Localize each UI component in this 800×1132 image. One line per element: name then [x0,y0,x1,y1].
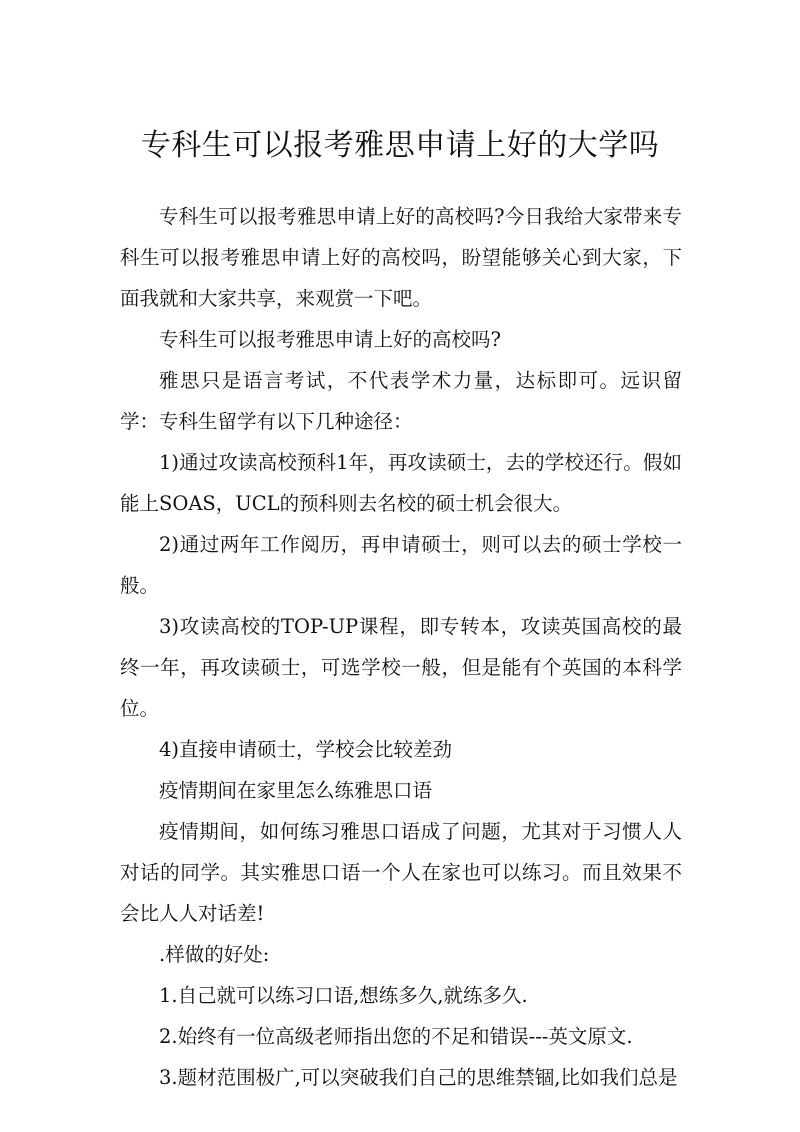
paragraph-benefit-3: 3.题材范围极广,可以突破我们自己的思维禁锢,比如我们总是 [159,1066,678,1089]
paragraph-question: 专科生可以报考雅思申请上好的高校吗? [159,328,501,351]
paragraph-practice: 疫情期间，如何练习雅思口语成了问题，尤其对于习惯人人对话的同学。其实雅思口语一个人在家也可以练习。而且效果不会比人人对话差! [120,820,682,925]
paragraph-route-4: 4)直接申请硕士，学校会比较差劲 [159,738,453,761]
paragraph-route-2: 2)通过两年工作阅历，再申请硕士，则可以去的硕士学校一般。 [120,533,682,597]
paragraph-subheading: 疫情期间在家里怎么练雅思口语 [159,779,433,802]
paragraph-route-3: 3)攻读高校的TOP-UP课程，即专转本，攻读英国高校的最终一年，再攻读硕士，可选学校一般，但是能有个英国的本科学位。 [120,615,682,720]
paragraph-intro: 专科生可以报考雅思申请上好的高校吗?今日我给大家带来专科生可以报考雅思申请上好的高校吗，盼望能够关心到大家，下面我就和大家共享，来观赏一下吧。 [120,205,682,310]
paragraph-benefits-heading: .样做的好处: [159,943,270,966]
paragraph-benefit-1: 1.自己就可以练习口语,想练多久,就练多久. [159,984,528,1007]
document-title: 专科生可以报考雅思申请上好的大学吗 [140,128,660,163]
paragraph-answer: 雅思只是语言考试，不代表学术力量，达标即可。远识留学：专科生留学有以下几种途径： [120,369,682,433]
paragraph-route-1: 1)通过攻读高校预科1年，再攻读硕士，去的学校还行。假如能上SOAS，UCL的预科则去名校的硕士机会很大。 [120,451,682,515]
paragraph-benefit-2: 2.始终有一位高级老师指出您的不足和错误---英文原文. [159,1025,633,1048]
document-body [120,196,682,1098]
